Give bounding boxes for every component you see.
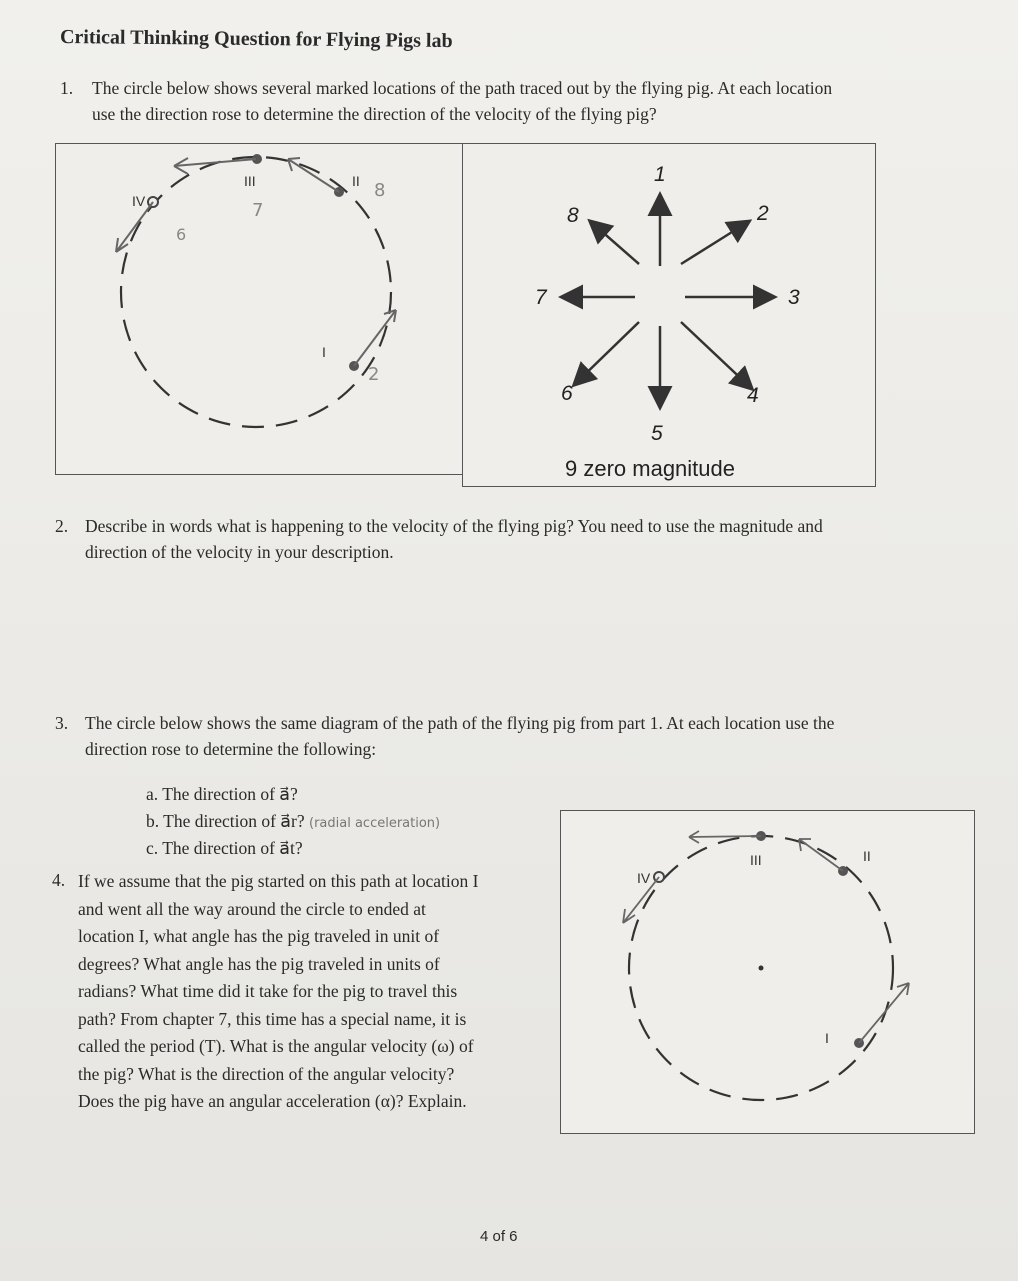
- question-3b-text: b. The direction of a⃗r?: [146, 811, 305, 831]
- question-text-line: called the period (T). What is the angular velocity (ω) of: [78, 1036, 474, 1056]
- question-text-line: and went all the way around the circle to ended at: [78, 898, 426, 919]
- question-3c: c. The direction of a⃗t?: [146, 838, 303, 858]
- question-number: 1.: [60, 78, 74, 98]
- rose-label-2: 2: [757, 202, 769, 225]
- handwritten-answer-III: 7: [252, 200, 264, 221]
- label-II: II: [863, 848, 871, 864]
- rose-label-8: 8: [567, 204, 579, 227]
- circular-path-diagram-2: [561, 811, 974, 1133]
- handwritten-note-radial-acceleration: (radial acceleration): [309, 816, 441, 831]
- page-title: Critical Thinking Question for Flying Pigs lab: [59, 25, 453, 53]
- question-text-line: use the direction rose to determine the direction of the velocity of the flying pig?: [92, 104, 657, 124]
- question-text-line: Does the pig have an angular acceleration (α)? Explain.: [78, 1091, 467, 1111]
- circular-path-diagram: [56, 144, 463, 474]
- question-text-line: location I, what angle has the pig traveled in unit of: [78, 926, 440, 946]
- question-text-line: direction rose to determine the following:: [85, 739, 377, 759]
- velocity-arrow-II: [288, 158, 339, 192]
- rose-arrow-8: [591, 222, 639, 264]
- direction-rose: [463, 144, 875, 486]
- path-diagram-box-2: [560, 810, 975, 1134]
- label-IV: IV: [132, 193, 146, 209]
- rose-label-6: 6: [561, 382, 573, 405]
- question-number: 3.: [55, 713, 69, 733]
- label-IV: IV: [637, 870, 651, 886]
- rose-arrow-4: [681, 322, 751, 388]
- question-1: [60, 76, 980, 136]
- question-text-line: direction of the velocity in your description.: [85, 542, 394, 562]
- question-text-line: If we assume that the pig started on this path at location I: [78, 871, 479, 891]
- circle-center-dot: [759, 966, 764, 971]
- question-4: [52, 868, 552, 1118]
- question-2: [55, 514, 985, 574]
- velocity-arrow-II: [799, 839, 843, 871]
- question-number: 2.: [55, 516, 69, 536]
- question-text-line: degrees? What angle has the pig traveled in units of: [78, 953, 440, 974]
- rose-zero-magnitude-label: 9 zero magnitude: [565, 456, 735, 481]
- label-III: III: [750, 852, 762, 868]
- question-text-line: the pig? What is the direction of the angular velocity?: [78, 1063, 455, 1084]
- rose-label-1: 1: [654, 163, 666, 186]
- rose-label-5: 5: [651, 422, 663, 445]
- question-3: [55, 711, 995, 771]
- question-3b: [146, 811, 440, 832]
- question-text-line: path? From chapter 7, this time has a special name, it is: [78, 1008, 467, 1029]
- question-4-text: [78, 868, 558, 1116]
- rose-label-4: 4: [747, 384, 759, 407]
- question-text-line: Describe in words what is happening to the velocity of the flying pig? You need to use the magnitude and: [85, 516, 823, 536]
- label-I: I: [825, 1030, 829, 1046]
- question-3a: a. The direction of a⃗?: [146, 784, 298, 804]
- question-text-line: The circle below shows the same diagram of the path of the flying pig from part 1. At each location use the: [85, 713, 835, 733]
- label-I: I: [322, 344, 326, 360]
- label-II: II: [352, 173, 360, 189]
- rose-arrow-2: [681, 222, 748, 264]
- label-III: III: [244, 173, 256, 189]
- velocity-arrow-IV: [116, 202, 153, 252]
- velocity-arrow-I: [859, 983, 909, 1043]
- rose-arrow-6: [575, 322, 639, 384]
- page-number: 4 of 6: [480, 1228, 518, 1245]
- path-diagram-box: [55, 143, 464, 475]
- question-number: 4.: [52, 870, 66, 890]
- dashed-circle-path: [121, 157, 391, 427]
- question-text-line: The circle below shows several marked locations of the path traced out by the flying pig. At each location: [92, 78, 833, 98]
- direction-rose-box: [462, 143, 876, 487]
- rose-label-7: 7: [535, 286, 547, 309]
- question-text-line: radians? What time did it take for the pig to travel this: [78, 981, 458, 1001]
- velocity-arrow-III: [174, 158, 256, 174]
- rose-label-3: 3: [788, 286, 800, 309]
- handwritten-answer-II: 8: [374, 180, 386, 201]
- handwritten-answer-I: 2: [368, 364, 380, 385]
- handwritten-answer-IV: 6: [176, 225, 187, 244]
